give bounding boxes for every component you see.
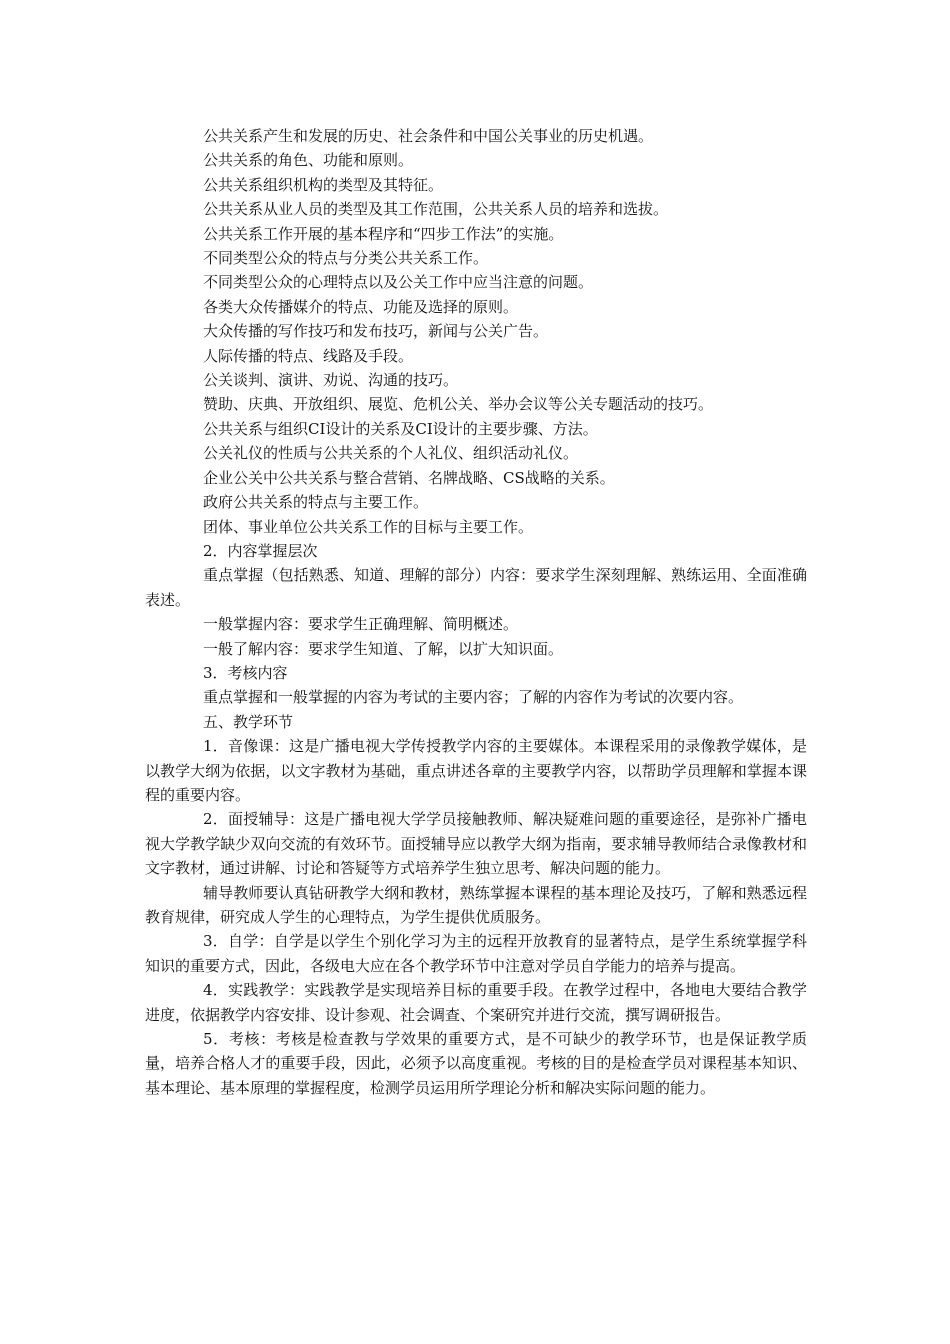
paragraph-audio-video-class: 1．音像课：这是广播电视大学传授教学内容的主要媒体。本课程采用的录像教学媒体，是以教学大纲为依据，以文字教材为基础，重点讲述各章的主要教学内容，以帮助学员理解和掌握本课程的重要内容。: [145, 737, 807, 804]
list-item: 不同类型公众的心理特点以及公关工作中应当注意的问题。: [203, 273, 594, 292]
section-heading-mastery-levels: 2．内容掌握层次: [203, 541, 318, 560]
list-item: 企业公关中公共关系与整合营销、名牌战略、CS战略的关系。: [203, 468, 615, 487]
list-item: 公共关系从业人员的类型及其工作范围，公共关系人员的培养和选拔。: [203, 200, 669, 219]
paragraph-assessment-content: 重点掌握和一般掌握的内容为考试的主要内容；了解的内容作为考试的次要内容。: [203, 688, 744, 707]
document-page: [145, 124, 807, 1100]
list-item: 政府公共关系的特点与主要工作。: [203, 493, 429, 512]
paragraph-assessment: 5．考核：考核是检查教与学效果的重要方式，是不可缺少的教学环节，也是保证教学质量，培养合格人才的重要手段，因此，必须予以高度重视。考核的目的是检查学员对课程基本知识、基本理论、基本原理的掌握程度，检测学员运用所学理论分析和解决实际问题的能力。: [145, 1030, 807, 1097]
paragraph-self-study: 3．自学：自学是以学生个别化学习为主的远程开放教育的显著特点，是学生系统掌握学科知识的重要方式，因此，各级电大应在各个教学环节中注意对学员自学能力的培养与提高。: [145, 932, 807, 975]
list-item: 不同类型公众的特点与分类公共关系工作。: [203, 249, 489, 268]
list-item: 公关礼仪的性质与公共关系的个人礼仪、组织活动礼仪。: [203, 444, 579, 463]
paragraph-key-mastery: 重点掌握（包括熟悉、知道、理解的部分）内容：要求学生深刻理解、熟练运用、全面准确表述。: [145, 566, 807, 609]
list-item: 赞助、庆典、开放组织、展览、危机公关、举办会议等公关专题活动的技巧。: [203, 395, 714, 414]
list-item: 公共关系与组织CI设计的关系及CI设计的主要步骤、方法。: [203, 419, 598, 438]
list-item: 团体、事业单位公共关系工作的目标与主要工作。: [203, 517, 534, 536]
list-item: 各类大众传播媒介的特点、功能及选择的原则。: [203, 297, 519, 316]
paragraph-practice-teaching: 4．实践教学：实践教学是实现培养目标的重要手段。在教学过程中，各地电大要结合教学进度，依据教学内容安排、设计参观、社会调查、个案研究并进行交流，撰写调研报告。: [145, 981, 807, 1024]
list-item: 公共关系产生和发展的历史、社会条件和中国公关事业的历史机遇。: [203, 127, 654, 145]
list-item: 公共关系组织机构的类型及其特征。: [203, 175, 444, 194]
list-item: 大众传播的写作技巧和发布技巧，新闻与公关广告。: [203, 322, 549, 341]
paragraph-general-mastery: 一般掌握内容：要求学生正确理解、简明概述。: [203, 615, 519, 634]
list-item: 人际传播的特点、线路及手段。: [203, 346, 414, 365]
list-item: 公共关系的角色、功能和原则。: [203, 151, 414, 170]
list-item: 公关谈判、演讲、劝说、沟通的技巧。: [203, 371, 459, 390]
paragraph-face-to-face-tutoring: 2．面授辅导：这是广播电视大学学员接触教师、解决疑难问题的重要途径，是弥补广播电视大学教学缺少双向交流的有效环节。面授辅导应以教学大纲为指南，要求辅导教师结合录像教材和文字教材，通过讲解、讨论和答疑等方式培养学生独立思考、解决问题的能力。: [145, 810, 807, 878]
topic-list: [145, 124, 807, 539]
section-heading-teaching-links: 五、教学环节: [203, 712, 294, 731]
paragraph-tutor-requirements: 辅导教师要认真钻研教学大纲和教材，熟练掌握本课程的基本理论及技巧，了解和熟悉远程教育规律，研究成人学生的心理特点，为学生提供优质服务。: [145, 883, 807, 926]
list-item: 公共关系工作开展的基本程序和“四步工作法”的实施。: [203, 224, 564, 243]
section-heading-assessment-content: 3．考核内容: [203, 663, 288, 682]
paragraph-general-understanding: 一般了解内容：要求学生知道、了解，以扩大知识面。: [203, 639, 564, 658]
